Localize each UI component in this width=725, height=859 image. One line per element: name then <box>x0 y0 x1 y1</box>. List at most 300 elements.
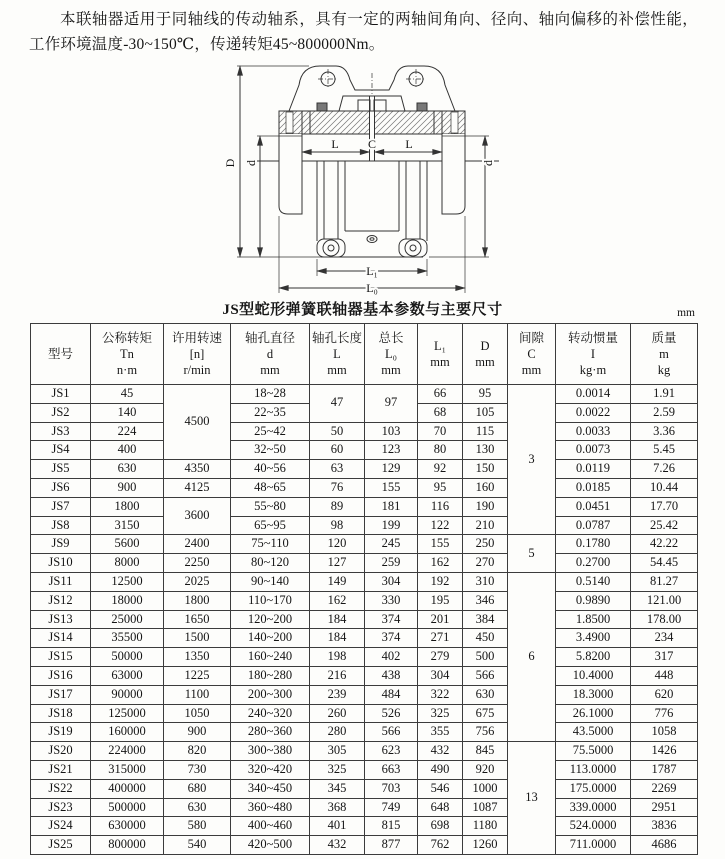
cell-speed: 2400 <box>164 535 231 554</box>
table-row-JS6 <box>31 478 698 497</box>
cell-model: JS10 <box>31 554 91 573</box>
cell-I: 1.8500 <box>556 610 631 629</box>
cell-L0: 330 <box>365 591 418 610</box>
col-header-m: 质量 m kg <box>631 324 698 385</box>
cell-L1: 201 <box>418 610 463 629</box>
cell-m: 42.22 <box>631 535 698 554</box>
cell-tn: 160000 <box>91 723 164 742</box>
cell-m: 3836 <box>631 817 698 836</box>
cell-d: 160~240 <box>231 648 310 667</box>
cell-d: 110~170 <box>231 591 310 610</box>
cell-L1: 698 <box>418 817 463 836</box>
cell-tn: 50000 <box>91 648 164 667</box>
cell-model: JS25 <box>31 836 91 855</box>
cell-L0: 245 <box>365 535 418 554</box>
cell-L: 368 <box>310 798 365 817</box>
cell-model: JS24 <box>31 817 91 836</box>
cell-tn: 800000 <box>91 836 164 855</box>
col-header-C: 间隙 C mm <box>508 324 556 385</box>
table-row-JS7 <box>31 497 698 516</box>
cell-D: 1260 <box>463 836 508 855</box>
cell-D: 150 <box>463 460 508 479</box>
table-row-JS13 <box>31 610 698 629</box>
cell-I: 5.8200 <box>556 648 631 667</box>
cell-L1: 271 <box>418 629 463 648</box>
dim-label-L1: L₁ <box>365 264 378 278</box>
cell-C: 6 <box>508 572 556 741</box>
cell-tn: 630 <box>91 460 164 479</box>
table-row-JS21 <box>31 760 698 779</box>
cell-model: JS7 <box>31 497 91 516</box>
table-row-JS23 <box>31 798 698 817</box>
cell-d: 240~320 <box>231 704 310 723</box>
cell-I: 0.9890 <box>556 591 631 610</box>
cell-d: 32~50 <box>231 441 310 460</box>
cell-m: 1058 <box>631 723 698 742</box>
cell-speed: 900 <box>164 723 231 742</box>
cell-d: 360~480 <box>231 798 310 817</box>
cell-D: 190 <box>463 497 508 516</box>
cell-m: 2.59 <box>631 403 698 422</box>
center-block-detail-left <box>358 100 370 111</box>
cell-I: 711.0000 <box>556 836 631 855</box>
cell-tn: 224 <box>91 422 164 441</box>
cell-m: 776 <box>631 704 698 723</box>
dim-label-d-right: d <box>480 160 495 166</box>
cell-m: 317 <box>631 648 698 667</box>
cell-L1: 70 <box>418 422 463 441</box>
table-row-JS19 <box>31 723 698 742</box>
cell-tn: 1800 <box>91 497 164 516</box>
cell-m: 2269 <box>631 779 698 798</box>
center-block <box>339 96 405 111</box>
cell-model: JS13 <box>31 610 91 629</box>
table-row-JS4 <box>31 441 698 460</box>
col-header-L: 轴孔长度 L mm <box>310 324 365 385</box>
cell-L: 63 <box>310 460 365 479</box>
cell-L1: 92 <box>418 460 463 479</box>
cell-D: 115 <box>463 422 508 441</box>
col-header-D: D mm <box>463 324 508 385</box>
col-header-I: 转动惯量 I kg·m <box>556 324 631 385</box>
cell-L: 325 <box>310 760 365 779</box>
cell-speed: 680 <box>164 779 231 798</box>
cell-model: JS22 <box>31 779 91 798</box>
dim-label-C: C <box>367 137 376 151</box>
cell-I: 0.0073 <box>556 441 631 460</box>
cell-D: 270 <box>463 554 508 573</box>
boss-left <box>317 239 345 257</box>
cell-m: 17.70 <box>631 497 698 516</box>
cell-d: 200~300 <box>231 685 310 704</box>
cell-L: 89 <box>310 497 365 516</box>
cell-model: JS8 <box>31 516 91 535</box>
cell-model: JS19 <box>31 723 91 742</box>
cell-L1: 490 <box>418 760 463 779</box>
cell-m: 1426 <box>631 742 698 761</box>
cell-C: 5 <box>508 535 556 573</box>
cell-D: 1180 <box>463 817 508 836</box>
cell-tn: 8000 <box>91 554 164 573</box>
cell-d: 340~450 <box>231 779 310 798</box>
cell-model: JS6 <box>31 478 91 497</box>
cell-I: 26.1000 <box>556 704 631 723</box>
cell-d: 22~35 <box>231 403 310 422</box>
cell-tn: 3150 <box>91 516 164 535</box>
cell-speed: 1650 <box>164 610 231 629</box>
cell-d: 25~42 <box>231 422 310 441</box>
cell-D: 450 <box>463 629 508 648</box>
cell-model: JS4 <box>31 441 91 460</box>
cell-L0: 438 <box>365 666 418 685</box>
cell-d: 55~80 <box>231 497 310 516</box>
cell-L1: 192 <box>418 572 463 591</box>
cell-model: JS9 <box>31 535 91 554</box>
table-row-JS17 <box>31 685 698 704</box>
cell-d: 280~360 <box>231 723 310 742</box>
cell-speed: 4350 <box>164 460 231 479</box>
cell-L: 184 <box>310 629 365 648</box>
cell-I: 0.0033 <box>556 422 631 441</box>
cell-d: 65~95 <box>231 516 310 535</box>
cell-speed: 1350 <box>164 648 231 667</box>
dim-label-d-left: d <box>243 160 258 166</box>
cell-tn: 45 <box>91 385 164 404</box>
cell-model: JS1 <box>31 385 91 404</box>
cell-L0: 623 <box>365 742 418 761</box>
cell-I: 0.0119 <box>556 460 631 479</box>
cell-m: 121.00 <box>631 591 698 610</box>
cell-d: 180~280 <box>231 666 310 685</box>
cell-L0: 259 <box>365 554 418 573</box>
cell-speed: 630 <box>164 798 231 817</box>
cell-I: 0.0014 <box>556 385 631 404</box>
col-header-tn: 公称转矩 Tn n·m <box>91 324 164 385</box>
cell-D: 756 <box>463 723 508 742</box>
cell-m: 2951 <box>631 798 698 817</box>
cell-tn: 125000 <box>91 704 164 723</box>
cell-D: 310 <box>463 572 508 591</box>
cell-tn: 5600 <box>91 535 164 554</box>
cell-L0: 703 <box>365 779 418 798</box>
dim-label-L-right: L <box>404 137 413 151</box>
cell-m: 178.00 <box>631 610 698 629</box>
cell-I: 43.5000 <box>556 723 631 742</box>
cell-L: 98 <box>310 516 365 535</box>
dim-label-L-left: L <box>330 137 339 151</box>
cell-model: JS23 <box>31 798 91 817</box>
cell-L1: 95 <box>418 478 463 497</box>
cell-L0: 181 <box>365 497 418 516</box>
cell-speed: 730 <box>164 760 231 779</box>
cell-speed: 3600 <box>164 497 231 535</box>
cell-I: 0.2700 <box>556 554 631 573</box>
cell-L0: 815 <box>365 817 418 836</box>
cell-L1: 195 <box>418 591 463 610</box>
cell-L0: 155 <box>365 478 418 497</box>
cell-L: 305 <box>310 742 365 761</box>
cell-d: 400~460 <box>231 817 310 836</box>
cell-L: 345 <box>310 779 365 798</box>
table-row-JS8 <box>31 516 698 535</box>
cell-model: JS17 <box>31 685 91 704</box>
cell-I: 175.0000 <box>556 779 631 798</box>
cell-L0: 663 <box>365 760 418 779</box>
cell-D: 346 <box>463 591 508 610</box>
cell-D: 95 <box>463 385 508 404</box>
cell-d: 75~110 <box>231 535 310 554</box>
cell-tn: 900 <box>91 478 164 497</box>
cell-L0: 129 <box>365 460 418 479</box>
cell-I: 339.0000 <box>556 798 631 817</box>
cell-L1: 304 <box>418 666 463 685</box>
cell-m: 448 <box>631 666 698 685</box>
cell-tn: 400000 <box>91 779 164 798</box>
cell-L0: 526 <box>365 704 418 723</box>
cell-L0: 374 <box>365 629 418 648</box>
cell-I: 0.1780 <box>556 535 631 554</box>
cell-I: 0.0787 <box>556 516 631 535</box>
col-header-d: 轴孔直径 d mm <box>231 324 310 385</box>
cell-L0: 877 <box>365 836 418 855</box>
cell-L: 216 <box>310 666 365 685</box>
cell-tn: 630000 <box>91 817 164 836</box>
cell-L: 76 <box>310 478 365 497</box>
cell-model: JS21 <box>31 760 91 779</box>
cell-d: 90~140 <box>231 572 310 591</box>
cell-L1: 116 <box>418 497 463 516</box>
col-header-model: 型号 <box>31 324 91 385</box>
cell-d: 18~28 <box>231 385 310 404</box>
cell-D: 250 <box>463 535 508 554</box>
cell-L0: 97 <box>365 385 418 423</box>
cell-I: 75.5000 <box>556 742 631 761</box>
cell-I: 3.4900 <box>556 629 631 648</box>
cell-L1: 122 <box>418 516 463 535</box>
table-row-JS14 <box>31 629 698 648</box>
center-block-detail-right <box>374 100 386 111</box>
cell-I: 10.4000 <box>556 666 631 685</box>
table-row-JS20 <box>31 742 698 761</box>
table-row-JS3 <box>31 422 698 441</box>
cell-L1: 66 <box>418 385 463 404</box>
cell-L1: 355 <box>418 723 463 742</box>
table-row-JS1 <box>31 385 698 404</box>
coupling-diagram-area <box>0 59 725 297</box>
table-row-JS9 <box>31 535 698 554</box>
cell-D: 1000 <box>463 779 508 798</box>
cell-m: 1.91 <box>631 385 698 404</box>
cell-tn: 25000 <box>91 610 164 629</box>
cell-m: 234 <box>631 629 698 648</box>
cell-d: 320~420 <box>231 760 310 779</box>
cell-speed: 4125 <box>164 478 231 497</box>
spec-table <box>30 323 698 855</box>
cell-L1: 155 <box>418 535 463 554</box>
cell-I: 0.0022 <box>556 403 631 422</box>
cell-L0: 374 <box>365 610 418 629</box>
nut-right <box>417 103 427 111</box>
cell-speed: 1100 <box>164 685 231 704</box>
cell-d: 300~380 <box>231 742 310 761</box>
boss-right <box>399 239 427 257</box>
cell-model: JS20 <box>31 742 91 761</box>
cell-tn: 224000 <box>91 742 164 761</box>
flange-hole-left <box>286 112 293 133</box>
cell-m: 7.26 <box>631 460 698 479</box>
cell-D: 384 <box>463 610 508 629</box>
side-block-right <box>442 134 465 214</box>
table-row-JS22 <box>31 779 698 798</box>
cell-L1: 68 <box>418 403 463 422</box>
cell-m: 54.45 <box>631 554 698 573</box>
table-row-JS5 <box>31 460 698 479</box>
cell-L: 127 <box>310 554 365 573</box>
cell-L: 50 <box>310 422 365 441</box>
cell-D: 210 <box>463 516 508 535</box>
cell-m: 10.44 <box>631 478 698 497</box>
nut-left <box>317 103 327 111</box>
cell-speed: 1500 <box>164 629 231 648</box>
cell-L: 198 <box>310 648 365 667</box>
cell-L0: 199 <box>365 516 418 535</box>
dim-label-D: D <box>222 158 237 168</box>
cell-L: 47 <box>310 385 365 423</box>
cell-tn: 18000 <box>91 591 164 610</box>
table-row-JS11 <box>31 572 698 591</box>
cell-L0: 103 <box>365 422 418 441</box>
dim-label-L0: L₀ <box>365 281 378 295</box>
cell-L1: 432 <box>418 742 463 761</box>
cell-L0: 402 <box>365 648 418 667</box>
cell-m: 25.42 <box>631 516 698 535</box>
cell-I: 0.0185 <box>556 478 631 497</box>
cell-L0: 566 <box>365 723 418 742</box>
cell-L: 60 <box>310 441 365 460</box>
cell-speed: 2250 <box>164 554 231 573</box>
cell-d: 120~200 <box>231 610 310 629</box>
cell-L1: 325 <box>418 704 463 723</box>
table-row-JS12 <box>31 591 698 610</box>
cell-L: 239 <box>310 685 365 704</box>
cell-L: 280 <box>310 723 365 742</box>
cell-d: 140~200 <box>231 629 310 648</box>
coupling-diagram <box>217 59 509 297</box>
cell-L0: 749 <box>365 798 418 817</box>
table-row-JS15 <box>31 648 698 667</box>
cell-I: 524.0000 <box>556 817 631 836</box>
cell-D: 1087 <box>463 798 508 817</box>
cell-model: JS12 <box>31 591 91 610</box>
cell-m: 5.45 <box>631 441 698 460</box>
cell-L1: 322 <box>418 685 463 704</box>
cell-tn: 500000 <box>91 798 164 817</box>
cell-L: 162 <box>310 591 365 610</box>
cell-D: 500 <box>463 648 508 667</box>
cell-L0: 123 <box>365 441 418 460</box>
cell-D: 845 <box>463 742 508 761</box>
cell-m: 81.27 <box>631 572 698 591</box>
cell-d: 40~56 <box>231 460 310 479</box>
cell-L1: 80 <box>418 441 463 460</box>
col-header-speed: 许用转速 [n] r/min <box>164 324 231 385</box>
cell-D: 130 <box>463 441 508 460</box>
cell-speed: 1050 <box>164 704 231 723</box>
cell-tn: 90000 <box>91 685 164 704</box>
cell-L: 184 <box>310 610 365 629</box>
cell-tn: 63000 <box>91 666 164 685</box>
cell-model: JS14 <box>31 629 91 648</box>
cell-D: 160 <box>463 478 508 497</box>
cell-D: 630 <box>463 685 508 704</box>
cell-L0: 304 <box>365 572 418 591</box>
cell-m: 1787 <box>631 760 698 779</box>
table-row-JS24 <box>31 817 698 836</box>
cell-L0: 484 <box>365 685 418 704</box>
cell-speed: 2025 <box>164 572 231 591</box>
cell-model: JS16 <box>31 666 91 685</box>
cell-m: 3.36 <box>631 422 698 441</box>
cell-model: JS5 <box>31 460 91 479</box>
cell-L: 401 <box>310 817 365 836</box>
cell-speed: 1225 <box>164 666 231 685</box>
cell-speed: 580 <box>164 817 231 836</box>
table-row-JS18 <box>31 704 698 723</box>
cell-tn: 35500 <box>91 629 164 648</box>
cell-model: JS3 <box>31 422 91 441</box>
cell-speed: 820 <box>164 742 231 761</box>
cell-speed: 1800 <box>164 591 231 610</box>
cell-m: 620 <box>631 685 698 704</box>
cell-L: 149 <box>310 572 365 591</box>
cell-speed: 4500 <box>164 385 231 460</box>
cell-L1: 162 <box>418 554 463 573</box>
cell-L: 120 <box>310 535 365 554</box>
side-block-left <box>279 134 302 214</box>
cell-d: 80~120 <box>231 554 310 573</box>
cell-tn: 315000 <box>91 760 164 779</box>
cell-tn: 400 <box>91 441 164 460</box>
spec-table-header-row <box>31 324 698 385</box>
cell-I: 113.0000 <box>556 760 631 779</box>
col-header-L1: L₁ mm <box>418 324 463 385</box>
cell-C: 3 <box>508 385 556 535</box>
cell-L1: 546 <box>418 779 463 798</box>
table-title-row <box>0 300 725 320</box>
cell-d: 420~500 <box>231 836 310 855</box>
cell-model: JS11 <box>31 572 91 591</box>
intro-paragraph: 本联轴器适用于同轴线的传动轴系，具有一定的两轴间角向、径向、轴向偏移的补偿性能，工作环境温度-30~150℃，传递转矩45~800000Nm。 <box>29 11 698 53</box>
cell-I: 0.5140 <box>556 572 631 591</box>
cell-C: 13 <box>508 742 556 855</box>
cell-m: 4686 <box>631 836 698 855</box>
table-row-JS10 <box>31 554 698 573</box>
cell-d: 48~65 <box>231 478 310 497</box>
table-unit-note: mm <box>677 307 695 319</box>
cell-D: 566 <box>463 666 508 685</box>
cell-model: JS15 <box>31 648 91 667</box>
flange-hole-right <box>451 112 458 133</box>
table-row-JS16 <box>31 666 698 685</box>
col-header-L0: 总长 L₀ mm <box>365 324 418 385</box>
cell-D: 920 <box>463 760 508 779</box>
cell-L: 260 <box>310 704 365 723</box>
cell-model: JS2 <box>31 403 91 422</box>
cell-tn: 140 <box>91 403 164 422</box>
cell-I: 18.3000 <box>556 685 631 704</box>
cell-speed: 540 <box>164 836 231 855</box>
cell-model: JS18 <box>31 704 91 723</box>
